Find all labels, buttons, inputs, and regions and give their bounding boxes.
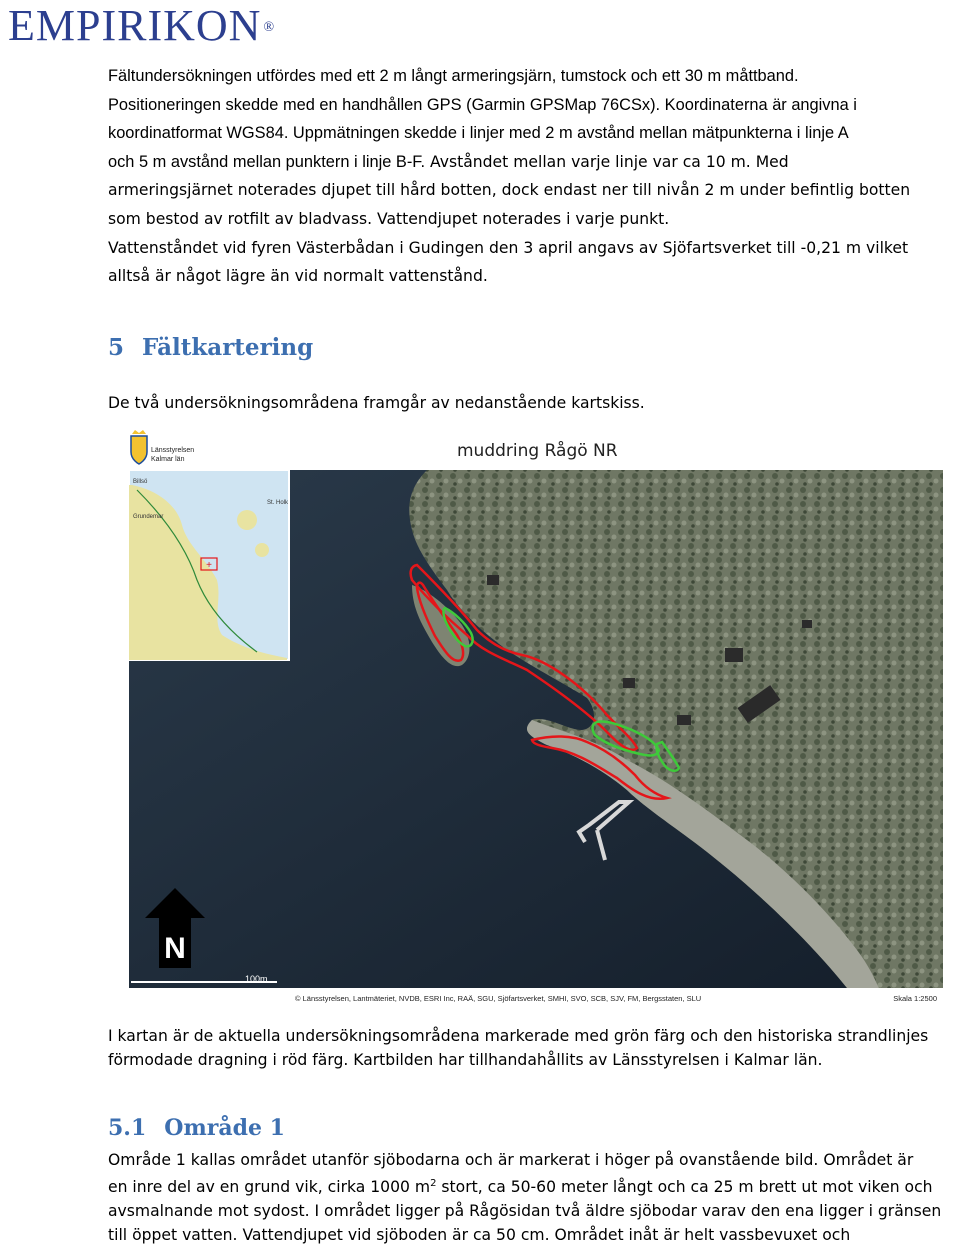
paragraph-line-part: en inre del av en grund vik, cirka 1000 m [108, 1178, 431, 1197]
section-title: Område 1 [164, 1115, 285, 1141]
inset-map [129, 470, 289, 660]
paragraph-line: Område 1 kallas området utanför sjöbodarna och är markerat i höger på ovanstående bild. Området är [108, 1151, 914, 1169]
logo-text: EMPIRIKON [8, 1, 262, 50]
section-title: Fältkartering [142, 334, 314, 361]
caption-line: I kartan är de aktuella undersökningsområdena markerade med grön färg och den historiska strandlinjes [108, 1027, 929, 1045]
north-label: N [164, 932, 186, 965]
scale-bar-label: 100m [245, 974, 268, 984]
building [677, 715, 691, 725]
building [487, 575, 499, 585]
section-number: 5 [108, 334, 125, 361]
inset-label: Grundemar [133, 514, 164, 520]
paragraph-line: alltså är något lägre än vid normalt vattenstånd. [108, 267, 488, 286]
caption-line: förmodade dragning i röd färg. Kartbilden har tillhandahållits av Länsstyrelsen i Kalmar län. [108, 1051, 823, 1069]
building [802, 620, 812, 628]
inset-marker: + [206, 560, 212, 571]
paragraph-line [108, 148, 953, 177]
paragraph-line-part: och 5 m avstånd mellan punktern i linje B-F. [108, 152, 426, 171]
map-scale: Skala 1:2500 [893, 994, 937, 1003]
paragraph-line: Fältundersökningen utfördes med ett 2 m långt armeringsjärn, tumstock och ett 30 m måttband. [108, 67, 799, 85]
paragraph-line: till öppet vatten. Vattendjupet vid sjöboden är ca 50 cm. Området inåt är helt vassbevuxet och [108, 1226, 851, 1245]
inset-island [237, 510, 257, 530]
company-logo [8, 2, 275, 50]
inset-label: Billsö [133, 479, 148, 485]
section-heading-5-1 [108, 1115, 285, 1141]
paragraph-line: avsmalnande mot sydost. I området ligger på Rågösidan två äldre sjöbodar varav den ena ligger i gränsen [108, 1202, 942, 1221]
map-title: muddring Rågö NR [457, 441, 618, 461]
paragraph-line: som bestod av rotfilt av bladvass. Vattendjupet noterades i varje punkt. [108, 209, 670, 228]
paragraph-line [108, 1172, 958, 1199]
inset-island [189, 612, 205, 628]
building [725, 648, 743, 662]
authority-name: Länsstyrelsen [151, 447, 195, 454]
paragraph-line: Vattenståndet vid fyren Västerbådan i Gudingen den 3 april angavs av Sjöfartsverket till -0,21 m vilket [108, 238, 909, 257]
building [623, 678, 635, 688]
section-number: 5.1 [108, 1115, 147, 1141]
section-intro: De två undersökningsområdena framgår av nedanstående kartskiss. [108, 394, 645, 412]
paragraph-line-part: stort, ca 50-60 meter långt och ca 25 m brett ut mot viken och [436, 1178, 933, 1197]
inset-label: St. Holk [267, 500, 289, 506]
inset-island [255, 543, 269, 557]
paragraph-line-part: Avståndet mellan varje linje var ca 10 m. Med [425, 152, 789, 171]
authority-region: Kalmar län [151, 456, 185, 463]
section-heading-5 [108, 334, 313, 361]
paragraph-line: koordinatformat WGS84. Uppmätningen skedde i linjer med 2 m avstånd mellan mätpunkterna i linje A [108, 124, 849, 143]
superscript: 2 [430, 1178, 437, 1189]
registered-mark: ® [263, 20, 276, 35]
survey-map [127, 430, 945, 1008]
map-caption [108, 1024, 958, 1072]
paragraph-line: armeringsjärnet noterades djupet till hård botten, dock endast ner till nivån 2 m under befintlig botten [108, 181, 911, 200]
map-attribution: © Länsstyrelsen, Lantmäteriet, NVDB, ESRI Inc, RAÄ, SGU, Sjöfartsverket, SMHI, SVO, SCB, SJV, FM, Bergsstaten, SLU [295, 994, 702, 1003]
area1-paragraph [108, 1148, 958, 1247]
methods-paragraph [108, 62, 953, 291]
coat-of-arms-icon [131, 436, 147, 464]
inset-island [148, 561, 166, 579]
paragraph-line: Positioneringen skedde med en handhållen GPS (Garmin GPSMap 76CSx). Koordinaterna är angivna i [108, 95, 857, 114]
